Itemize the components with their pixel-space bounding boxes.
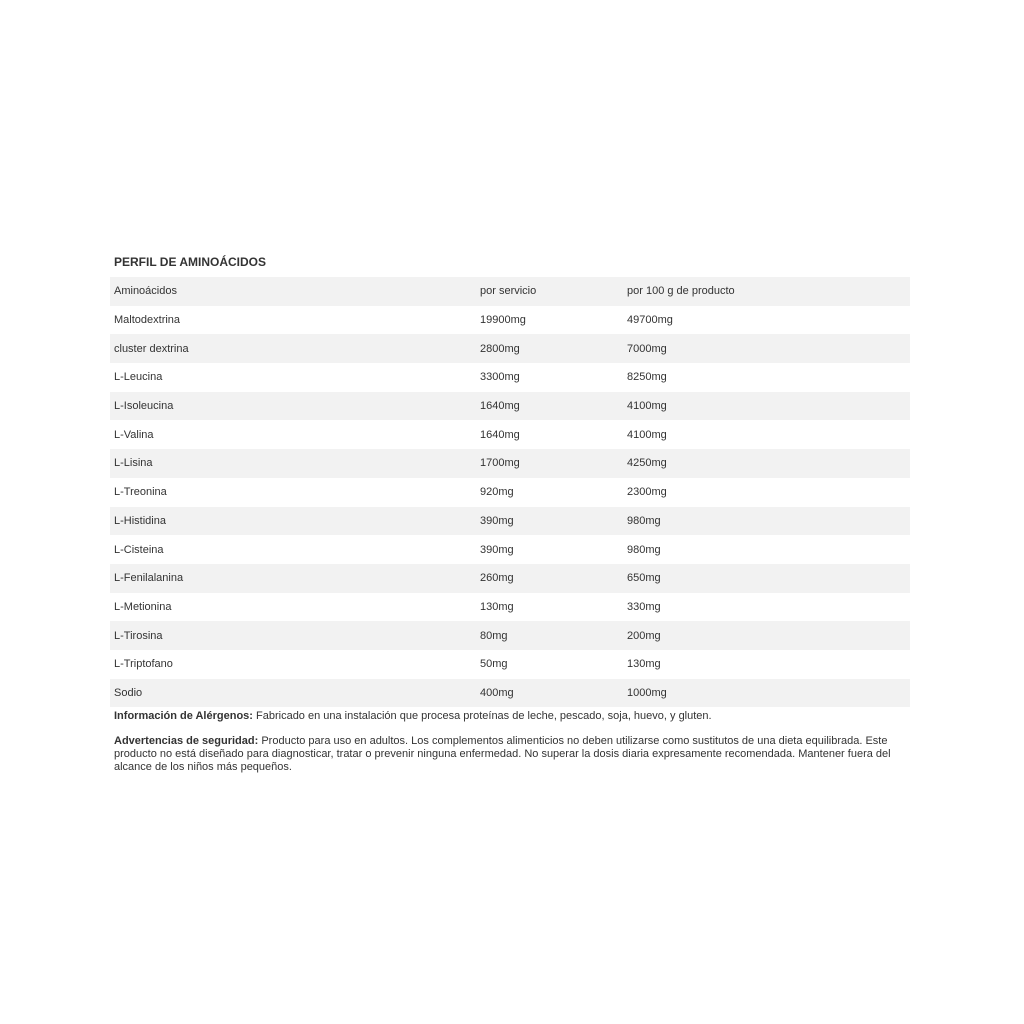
table-row bbox=[110, 650, 910, 679]
cell-amino-name: L-Lisina bbox=[110, 449, 476, 478]
product-notes bbox=[110, 710, 894, 774]
table-row bbox=[110, 420, 910, 449]
safety-warnings bbox=[114, 735, 894, 774]
table-row bbox=[110, 449, 910, 478]
cell-per-100g: 980mg bbox=[623, 535, 910, 564]
table-row bbox=[110, 306, 910, 335]
table-row bbox=[110, 535, 910, 564]
cell-per-serving: 1700mg bbox=[476, 449, 623, 478]
table-row bbox=[110, 679, 910, 708]
cell-per-serving: 920mg bbox=[476, 478, 623, 507]
cell-amino-name: L-Tirosina bbox=[110, 621, 476, 650]
amino-acid-table bbox=[110, 277, 910, 707]
cell-amino-name: Sodio bbox=[110, 679, 476, 708]
cell-per-100g: 4100mg bbox=[623, 392, 910, 421]
cell-per-100g: 1000mg bbox=[623, 679, 910, 708]
cell-amino-name: L-Treonina bbox=[110, 478, 476, 507]
cell-per-serving: 1640mg bbox=[476, 420, 623, 449]
cell-per-100g: 4100mg bbox=[623, 420, 910, 449]
cell-per-100g: 330mg bbox=[623, 593, 910, 622]
table-row bbox=[110, 334, 910, 363]
cell-per-100g: 8250mg bbox=[623, 363, 910, 392]
cell-per-100g: 200mg bbox=[623, 621, 910, 650]
allergen-label: Información de Alérgenos: bbox=[114, 710, 253, 723]
allergen-text: Fabricado en una instalación que procesa proteínas de leche, pescado, soja, huevo, y gluten. bbox=[252, 710, 712, 723]
warnings-label: Advertencias de seguridad: bbox=[114, 735, 259, 748]
table-row bbox=[110, 593, 910, 622]
cell-per-serving: 260mg bbox=[476, 564, 623, 593]
cell-per-100g: 4250mg bbox=[623, 449, 910, 478]
allergen-info bbox=[114, 710, 894, 723]
cell-per-100g: 2300mg bbox=[623, 478, 910, 507]
table-row bbox=[110, 507, 910, 536]
cell-amino-name: L-Triptofano bbox=[110, 650, 476, 679]
table-header-row bbox=[110, 277, 910, 306]
cell-per-serving: 390mg bbox=[476, 535, 623, 564]
cell-amino-name: Maltodextrina bbox=[110, 306, 476, 335]
table-row bbox=[110, 363, 910, 392]
cell-amino-name: cluster dextrina bbox=[110, 334, 476, 363]
table-row bbox=[110, 392, 910, 421]
cell-amino-name: L-Isoleucina bbox=[110, 392, 476, 421]
cell-per-serving: 2800mg bbox=[476, 334, 623, 363]
table-row bbox=[110, 478, 910, 507]
header-cell-per-serving: por servicio bbox=[476, 277, 623, 306]
cell-per-100g: 49700mg bbox=[623, 306, 910, 335]
cell-amino-name: L-Fenilalanina bbox=[110, 564, 476, 593]
cell-per-100g: 650mg bbox=[623, 564, 910, 593]
cell-amino-name: L-Metionina bbox=[110, 593, 476, 622]
cell-amino-name: L-Histidina bbox=[110, 507, 476, 536]
section-title: PERFIL DE AMINOÁCIDOS bbox=[114, 255, 267, 269]
warnings-text: Producto para uso en adultos. Los complementos alimenticios no deben utilizarse como sustitutos de una dieta equilibrada. Este producto no está diseñado para diagnosticar, tratar o prevenir ninguna enfermedad. No superar la dosis diaria expresamente recomendada. Mantener fuera del alcance de los niños más pequeños. bbox=[114, 735, 891, 774]
header-cell-name: Aminoácidos bbox=[110, 277, 476, 306]
cell-amino-name: L-Leucina bbox=[110, 363, 476, 392]
cell-per-serving: 1640mg bbox=[476, 392, 623, 421]
table-row bbox=[110, 564, 910, 593]
cell-per-serving: 400mg bbox=[476, 679, 623, 708]
cell-per-serving: 130mg bbox=[476, 593, 623, 622]
cell-amino-name: L-Valina bbox=[110, 420, 476, 449]
cell-per-serving: 3300mg bbox=[476, 363, 623, 392]
cell-amino-name: L-Cisteina bbox=[110, 535, 476, 564]
cell-per-100g: 130mg bbox=[623, 650, 910, 679]
header-cell-per-100g: por 100 g de producto bbox=[623, 277, 910, 306]
cell-per-serving: 80mg bbox=[476, 621, 623, 650]
amino-profile-section bbox=[110, 254, 910, 786]
cell-per-100g: 980mg bbox=[623, 507, 910, 536]
cell-per-serving: 50mg bbox=[476, 650, 623, 679]
cell-per-serving: 19900mg bbox=[476, 306, 623, 335]
cell-per-serving: 390mg bbox=[476, 507, 623, 536]
cell-per-100g: 7000mg bbox=[623, 334, 910, 363]
table-row bbox=[110, 621, 910, 650]
